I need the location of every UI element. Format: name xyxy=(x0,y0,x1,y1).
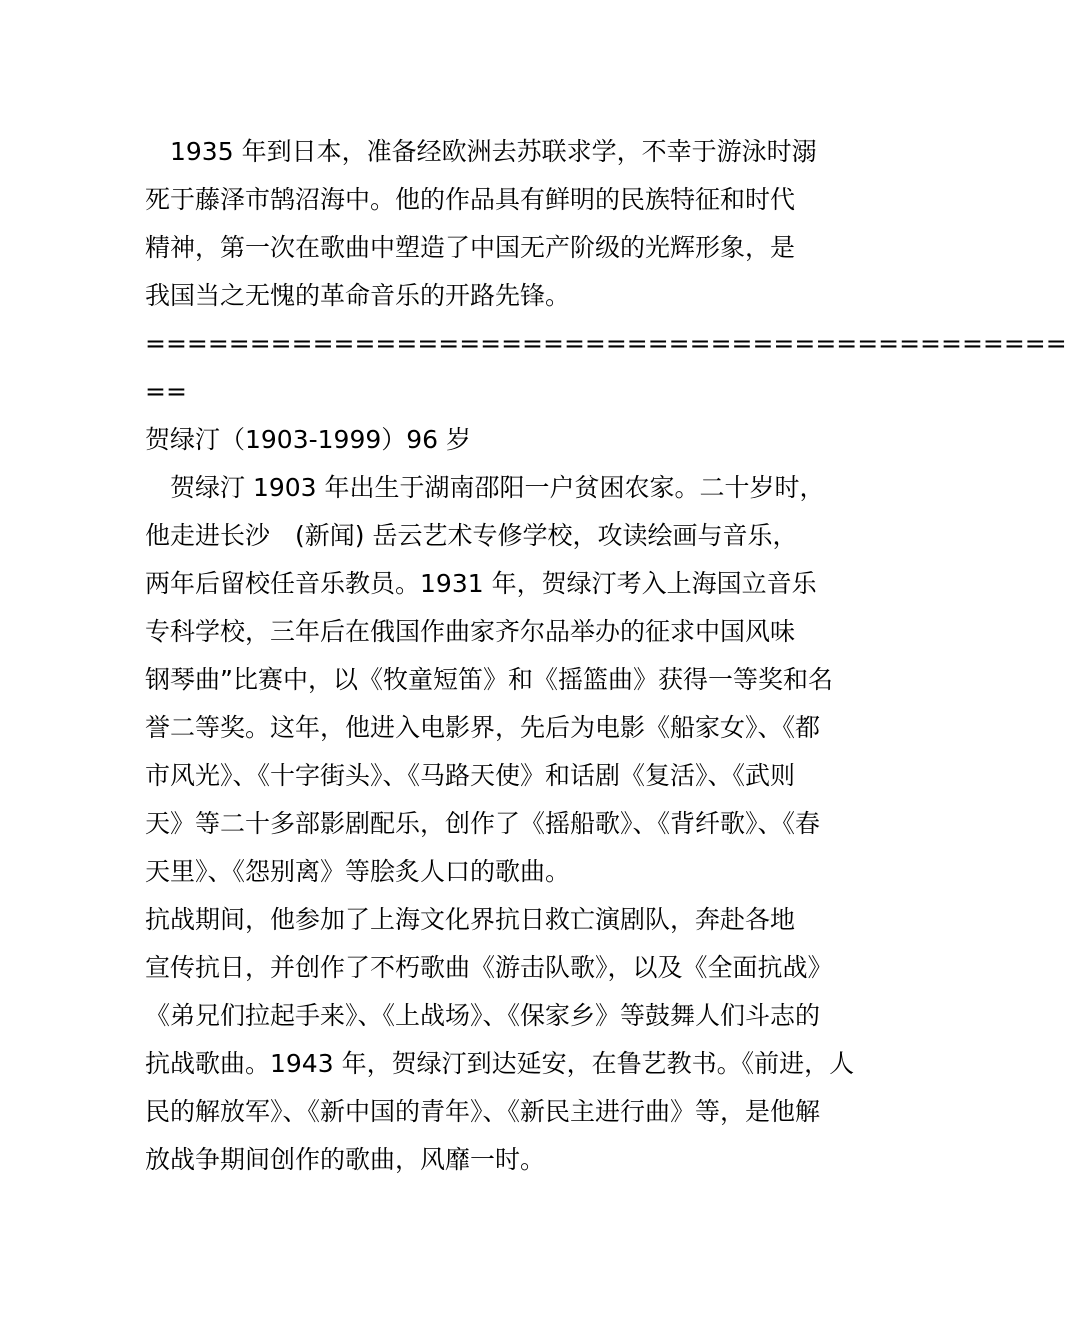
paragraph-line: 市风光》、《十字街头》、《马路天使》和话剧《复活》、《武则 xyxy=(145,761,796,790)
paragraph-line: 《弟兄们拉起手来》、《上战场》、《保家乡》等鼓舞人们斗志的 xyxy=(145,1001,821,1030)
paragraph-line: 1935 年到日本，准备经欧洲去苏联求学，不幸于游泳时溺 xyxy=(145,137,817,166)
paragraph-line: 专科学校，三年后在俄国作曲家齐尔品举办的征求中国风味 xyxy=(145,617,796,646)
paragraph-line: 放战争期间创作的歌曲，风靡一时。 xyxy=(145,1145,546,1174)
document-body xyxy=(145,128,1067,1184)
paragraph-1 xyxy=(145,128,817,320)
paragraph-line: 精神，第一次在歌曲中塑造了中国无产阶级的光辉形象，是 xyxy=(145,233,796,262)
paragraph-line: 天里》、《怨别离》等脍炙人口的歌曲。 xyxy=(145,857,571,886)
separator xyxy=(145,320,1067,416)
paragraph-3 xyxy=(145,896,855,1184)
paragraph-line: 宣传抗日，并创作了不朽歌曲《游击队歌》，以及《全面抗战》 xyxy=(145,953,833,982)
paragraph-line: 两年后留校任音乐教员。1931 年，贺绿汀考入上海国立音乐 xyxy=(145,569,817,598)
paragraph-2 xyxy=(145,464,833,896)
paragraph-line: 民的解放军》、《新中国的青年》、《新民主进行曲》等，是他解 xyxy=(145,1097,821,1126)
paragraph-line: 贺绿汀 1903 年出生于湖南邵阳一户贫困农家。二十岁时， xyxy=(145,473,825,502)
paragraph-line: 抗战歌曲。1943 年，贺绿汀到达延安，在鲁艺教书。《前进，人 xyxy=(145,1049,855,1078)
paragraph-line: 死于藤泽市鹄沼海中。他的作品具有鲜明的民族特征和时代 xyxy=(145,185,796,214)
paragraph-line: 钢琴曲”比赛中，以《牧童短笛》和《摇篮曲》获得一等奖和名 xyxy=(145,665,833,694)
paragraph-line: 我国当之无愧的革命音乐的开路先锋。 xyxy=(145,281,571,310)
paragraph-line: 他走进长沙 (新闻) 岳云艺术专修学校，攻读绘画与音乐， xyxy=(145,521,798,550)
separator-line: == xyxy=(145,377,187,406)
paragraph-line: 誉二等奖。这年，他进入电影界，先后为电影《船家女》、《都 xyxy=(145,713,821,742)
paragraph-line: 抗战期间，他参加了上海文化界抗日救亡演剧队，奔赴各地 xyxy=(145,905,796,934)
section-heading: 贺绿汀（1903-1999）96 岁 xyxy=(145,425,472,454)
paragraph-line: 天》等二十多部影剧配乐，创作了《摇船歌》、《背纤歌》、《春 xyxy=(145,809,821,838)
separator-line: ============================================ xyxy=(145,329,1067,358)
